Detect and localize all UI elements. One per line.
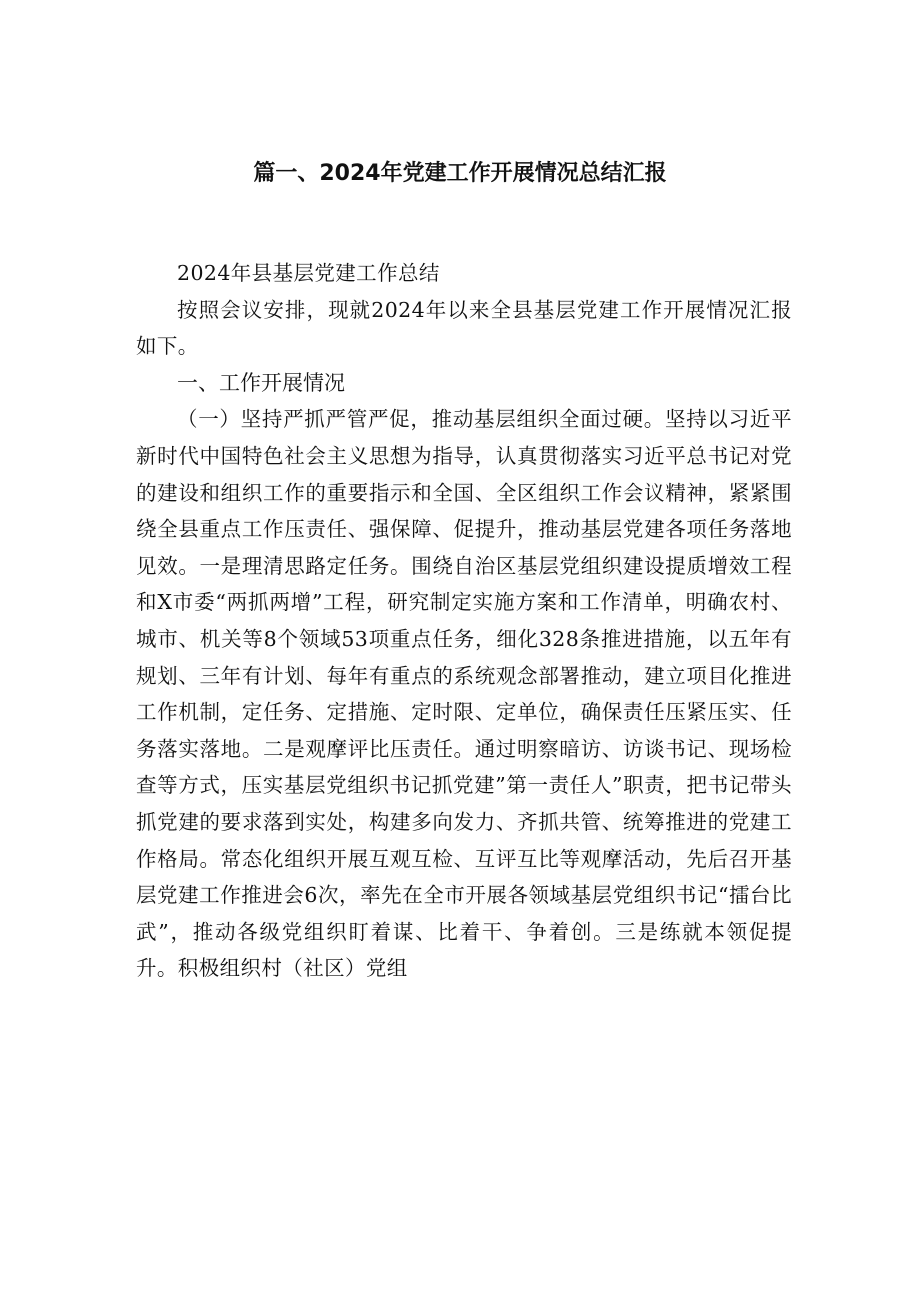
document-title: 篇一、2024年党建工作开展情况总结汇报 — [253, 161, 667, 186]
section-heading: 一、工作开展情况 — [177, 370, 345, 395]
document-body — [136, 255, 792, 987]
intro-paragraph: 按照会议安排，现就2024年以来全县基层党建工作开展情况汇报如下。 — [136, 297, 792, 359]
document-subtitle: 2024年县基层党建工作总结 — [177, 261, 440, 285]
body-paragraph: （一）坚持严抓严管严促，推动基层组织全面过硬。坚持以习近平新时代中国特色社会主义思想为指导，认真贯彻落实习近平总书记对党的建设和组织工作的重要指示和全国、全区组织工作会议精神，紧紧围绕全县重点工作压责任、强保障、促提升，推动基层党建各项任务落地见效。一是理清思路定任务。围绕自治区基层党组织建设提质增效工程和X市委“两抓两增”工程，研究制定实施方案和工作清单，明确农村、城市、机关等8个领域53项重点任务，细化328条推进措施，以五年有规划、三年有计划、每年有重点的系统观念部署推动，建立项目化推进工作机制，定任务、定措施、定时限、定单位，确保责任压紧压实、任务落实落地。二是观摩评比压责任。通过明察暗访、访谈书记、现场检查等方式，压实基层党组织书记抓党建”第一责任人”职责，把书记带头抓党建的要求落到实处，构建多向发力、齐抓共管、统筹推进的党建工作格局。常态化组织开展互观互检、互评互比等观摩活动，先后召开基层党建工作推进会6次，率先在全市开展各领域基层党组织书记“擂台比武”，推动各级党组织盯着谋、比着干、争着创。三是练就本领促提升。积极组织村（社区）党组 — [136, 407, 792, 981]
